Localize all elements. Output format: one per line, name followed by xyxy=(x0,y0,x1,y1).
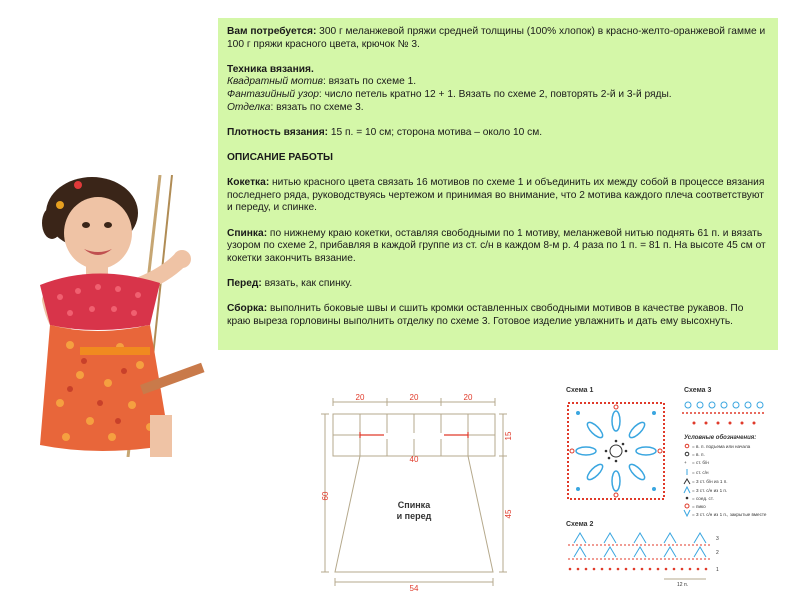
scheme2-row-1: 1 xyxy=(716,567,719,573)
legend-item-8: = пико xyxy=(692,504,706,509)
yoke-text: нитью красного цвета связать 16 мотивов по схеме 1 и объединить их между собой в процессе вязания последнего ряда, руководствуясь чертежом и принимая во внимание, что 2 мотива каждого плеча соответствуют и переду, и спинке. xyxy=(227,177,765,214)
top-width-1: 20 xyxy=(355,393,365,402)
description-heading: ОПИСАНИЕ РАБОТЫ xyxy=(227,151,334,163)
scheme2-pattern xyxy=(568,533,710,579)
svg-text:+: + xyxy=(684,460,687,465)
square-motif-text: : вязать по схеме 1. xyxy=(322,76,417,88)
legend-item-1: = в. п. подъема или начала xyxy=(692,444,751,449)
finish-label: Отделка xyxy=(227,101,271,113)
top-width-3: 20 xyxy=(463,393,473,402)
legend-item-9: = 3 ст. с/н из 1 п., закрытые вместе xyxy=(692,512,767,517)
top-width-2: 20 xyxy=(409,393,419,402)
bottom-width-label: 54 xyxy=(409,584,419,592)
scheme1-motif xyxy=(568,403,664,499)
technique-paragraph xyxy=(227,64,768,114)
photo-girl-in-dress xyxy=(0,175,205,457)
density-label: Плотность вязания: xyxy=(227,126,329,138)
finish-text: : вязать по схеме 3. xyxy=(270,101,364,113)
fancy-pattern-label: Фантазийный узор xyxy=(227,88,319,100)
back-paragraph xyxy=(227,228,768,266)
back-label: Спинка: xyxy=(227,227,268,239)
materials-text: 300 г меланжевой пряжи средней толщины (100% хлопок) в красно-желто-оранжевой гамме и 100 г пряжи красного цвета, крючок № 3. xyxy=(227,26,766,50)
assembly-paragraph xyxy=(227,303,768,328)
crochet-schemes xyxy=(560,383,780,588)
assembly-text: выполнить боковые швы и сшить кромки оставленных свободными мотивов в качестве рукавов. По краю выреза горловины выполнить отделку по схеме 3. Готовое изделие увлажнить и дать ему высохнуть. xyxy=(227,303,744,327)
legend-item-7: = соед. ст. xyxy=(692,496,714,501)
assembly-label: Сборка: xyxy=(227,303,268,315)
piece-label-line1: Спинка xyxy=(397,500,431,510)
materials-paragraph xyxy=(227,26,768,51)
density-text: 15 п. = 10 см; сторона мотива – около 10 см. xyxy=(328,126,543,138)
scheme2-row-2: 2 xyxy=(716,550,719,556)
total-height-label: 60 xyxy=(321,491,330,501)
materials-label: Вам потребуется: xyxy=(227,26,317,37)
scheme1-title: Схема 1 xyxy=(566,387,594,394)
front-text: вязать, как спинку. xyxy=(261,277,353,289)
legend-item-4: = ст. с/н xyxy=(692,470,709,475)
legend-title: Условные обозначения: xyxy=(684,435,757,441)
yoke-label: Кокетка: xyxy=(227,177,270,189)
front-paragraph xyxy=(227,278,768,291)
front-label: Перед: xyxy=(227,277,262,289)
scheme2-title: Схема 2 xyxy=(566,521,594,528)
legend-item-2: = в. п. xyxy=(692,452,705,457)
fancy-pattern-text: : число петель кратно 12 + 1. Вязать по схеме 2, повторять 2-й и 3-й ряды. xyxy=(318,88,672,100)
legend-item-3: = ст. б/н xyxy=(692,460,709,465)
yoke-paragraph xyxy=(227,177,768,215)
square-motif-label: Квадратный мотив xyxy=(227,76,323,88)
legend-item-5: = 3 ст. б/н из 1 п. xyxy=(692,479,728,484)
neck-width-label: 40 xyxy=(409,455,419,464)
scheme3-edging xyxy=(682,402,764,425)
scheme2-width-label: 12 п. xyxy=(677,582,689,588)
instructions-panel xyxy=(218,18,778,350)
legend-item-6: = 3 ст. с/н из 1 п. xyxy=(692,488,728,493)
body-height-label: 45 xyxy=(504,509,513,519)
scheme3-title: Схема 3 xyxy=(684,387,712,394)
back-text: по нижнему краю кокетки, оставляя свободными по 1 мотиву, меланжевой нитью поднять 61 п. и вязать узором по схеме 2, прибавляя в каждой группе из ст. с/н в каждом 8-м р. 4 раза по 1 п. = 81 п. На высоте 45 см от кокетки закончить вязание. xyxy=(227,227,766,264)
technique-heading: Техника вязания. xyxy=(227,63,314,75)
legend xyxy=(684,444,767,517)
scheme2-row-3: 3 xyxy=(716,536,719,542)
density-paragraph xyxy=(227,127,768,140)
sewing-pattern-diagram xyxy=(318,392,528,592)
photo-illustration xyxy=(0,175,205,457)
piece-label-line2: и перед xyxy=(396,511,432,521)
yoke-height-label: 15 xyxy=(504,431,513,441)
